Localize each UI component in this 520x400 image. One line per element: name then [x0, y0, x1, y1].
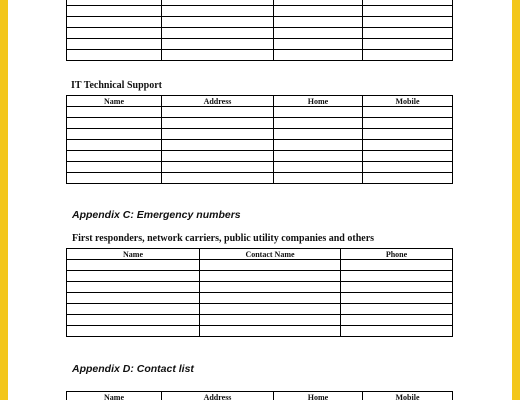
col-header-mobile: Mobile [363, 96, 453, 107]
col-header-contact-name: Contact Name [200, 249, 341, 260]
col-header-home: Home [274, 96, 363, 107]
document-page [8, 0, 512, 400]
col-header-mobile: Mobile [363, 392, 453, 400]
table-row [67, 304, 453, 315]
it-support-label: IT Technical Support [71, 80, 162, 91]
table-header-row [67, 249, 453, 260]
table-row [67, 260, 453, 271]
appendix-c-title: Appendix C: Emergency numbers [72, 209, 241, 221]
table-row [67, 282, 453, 293]
appendix-c-subtitle: First responders, network carriers, public utility companies and others [72, 233, 375, 244]
table-row [67, 151, 453, 162]
top-table [66, 0, 453, 61]
table-header-row [67, 392, 453, 400]
table-row [67, 6, 453, 17]
table-row [67, 107, 453, 118]
contact-list-table [66, 391, 453, 400]
col-header-address: Address [162, 96, 274, 107]
table-row [67, 118, 453, 129]
table-row [67, 162, 453, 173]
table-row [67, 17, 453, 28]
table-row [67, 129, 453, 140]
appendix-d-title: Appendix D: Contact list [72, 363, 194, 375]
table-header-row [67, 96, 453, 107]
col-header-home: Home [274, 392, 363, 400]
col-header-name: Name [67, 96, 162, 107]
table-row [67, 173, 453, 184]
it-support-table [66, 95, 453, 184]
emergency-numbers-table [66, 248, 453, 337]
table-row [67, 271, 453, 282]
col-header-address: Address [162, 392, 274, 400]
table-row [67, 293, 453, 304]
table-row [67, 50, 453, 61]
table-row [67, 140, 453, 151]
col-header-name: Name [67, 392, 162, 400]
table-row [67, 326, 453, 337]
table-row [67, 315, 453, 326]
col-header-phone: Phone [341, 249, 453, 260]
table-row [67, 28, 453, 39]
col-header-name: Name [67, 249, 200, 260]
table-row [67, 39, 453, 50]
